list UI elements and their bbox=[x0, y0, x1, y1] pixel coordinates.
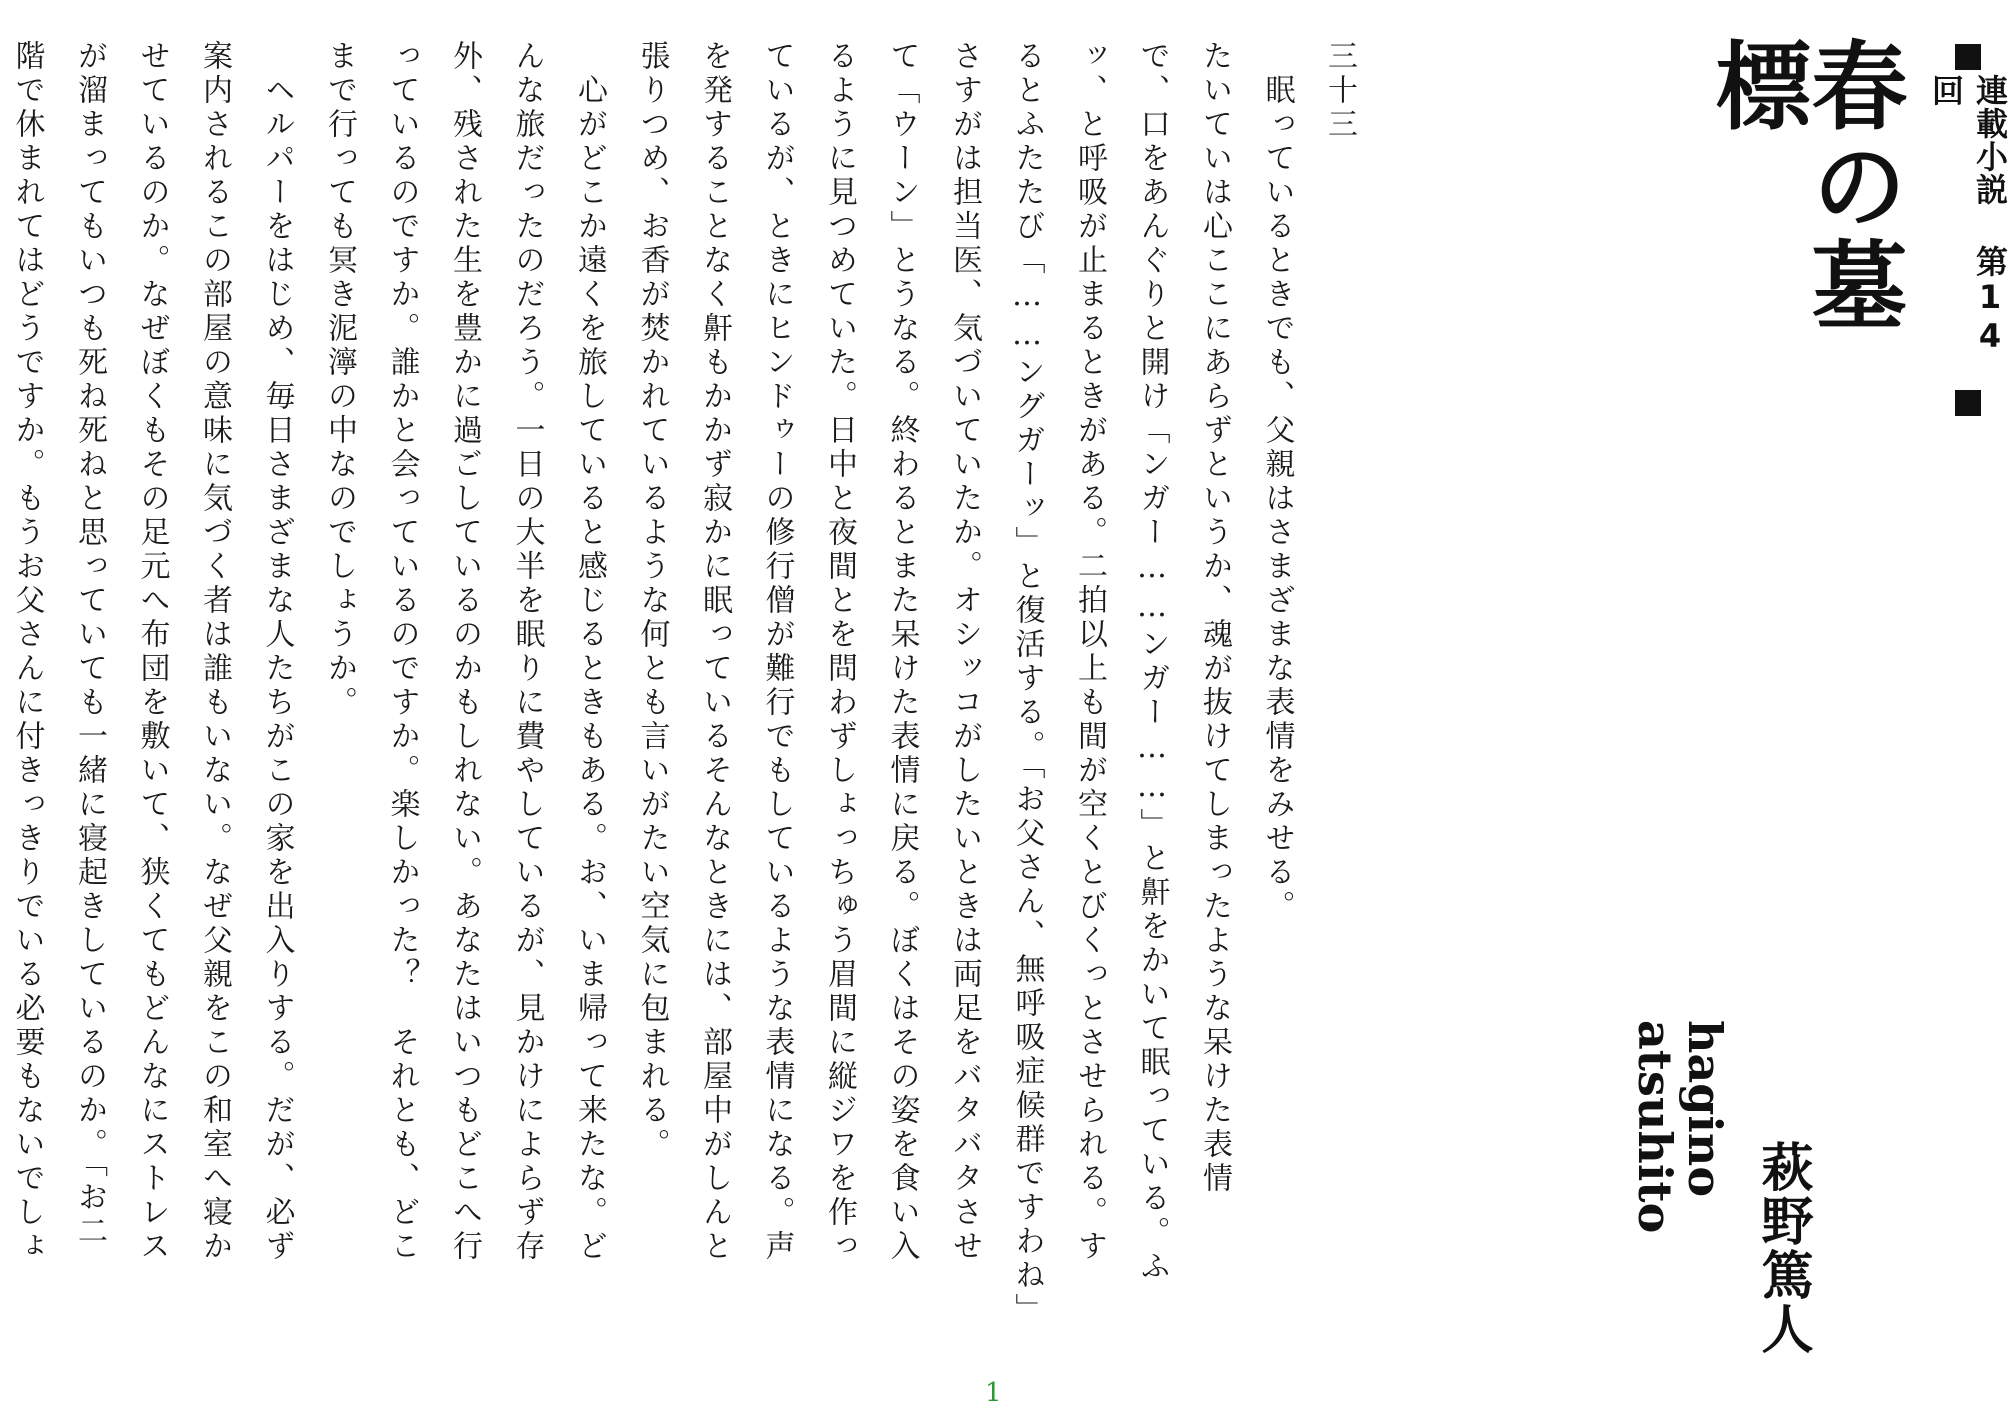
article-line: 外、残された生を豊かに過ごしているのかもしれない。あなたはいつもどこへ行 bbox=[447, 40, 482, 1264]
page-title: 春の墓標 bbox=[1700, 36, 1909, 336]
article-line: 張りつめ、お香が焚かれているような何とも言いがたい空気に包まれる。 bbox=[634, 40, 670, 1162]
article-line: んな旅だったのだろう。一日の大半を眠りに費やしているが、見かけによらず存 bbox=[509, 40, 545, 1264]
square-bullet-icon bbox=[1955, 44, 1981, 70]
article-line: を発することなく鼾もかかず寂かに眠っているそんなときには、部屋中がしんと bbox=[697, 40, 732, 1264]
article-line: 案内されるこの部屋の意味に気づく者は誰もいない。なぜ父親をこの和室へ寝か bbox=[197, 40, 232, 1264]
article-line: せているのか。なぜぼくもその足元へ布団を敷いて、狭くてもどんなにストレス bbox=[134, 40, 170, 1264]
article-line: 心がどこか遠くを旅していると感じるときもある。お、いま帰って来たな。ど bbox=[572, 40, 607, 1264]
article-line: 三十三 bbox=[1322, 40, 1357, 142]
page-number: 1 bbox=[985, 1378, 1002, 1408]
author-name-en: hagino atsuhito bbox=[1628, 1020, 1732, 1234]
author-name-ja: 萩野篤人 bbox=[1752, 1140, 1813, 1356]
article-line: 眠っているときでも、父親はさまざまな表情をみせる。 bbox=[1259, 40, 1295, 924]
series-label-text: 連載小説 第14回 bbox=[1927, 74, 2009, 356]
article-line: るように見つめていた。日中と夜間とを問わずしょっちゅう眉間に縦ジワを作っ bbox=[822, 40, 857, 1264]
article-line: て「ウーン」とうなる。終わるとまた呆けた表情に戻る。ぼくはその姿を食い入 bbox=[884, 40, 920, 1264]
article-line: るとふたたび「……ングガーッ」と復活する。「お父さん、無呼吸症候群ですわね」 bbox=[1009, 40, 1045, 1327]
series-label bbox=[1927, 40, 2009, 420]
article-line: ヘルパーをはじめ、毎日さまざまな人たちがこの家を出入りする。だが、必ず bbox=[259, 40, 295, 1264]
article-body bbox=[9, 40, 1370, 1350]
article-line: が溜まってもいつも死ね死ねと思っていても一緒に寝起きしているのか。「お二 bbox=[72, 40, 107, 1249]
article-line: さすがは担当医、気づいていたか。オシッコがしたいときは両足をバタバタさせ bbox=[947, 40, 982, 1264]
article-line: ているが、ときにヒンドゥーの修行僧が難行でもしているような表情になる。声 bbox=[759, 40, 795, 1264]
article-line: 階で休まれてはどうですか。もうお父さんに付きっきりでいる必要もないでしょ bbox=[9, 40, 45, 1264]
article-line: で、口をあんぐりと開け「ンガー……ンガー……」と鼾をかいて眠っている。ふ bbox=[1134, 40, 1170, 1284]
article-line: ッ、と呼吸が止まるときがある。二拍以上も間が空くとびくっとさせられる。す bbox=[1072, 40, 1107, 1264]
article-line: っているのですか。誰かと会っているのですか。楽しかった？ それとも、どこ bbox=[384, 40, 420, 1264]
square-bullet-icon bbox=[1955, 390, 1981, 416]
article-line: たいていは心ここにあらずというか、魂が抜けてしまったような呆けた表情 bbox=[1197, 40, 1232, 1196]
article-line: まで行っても冥き泥濘の中なのでしょうか。 bbox=[322, 40, 357, 720]
